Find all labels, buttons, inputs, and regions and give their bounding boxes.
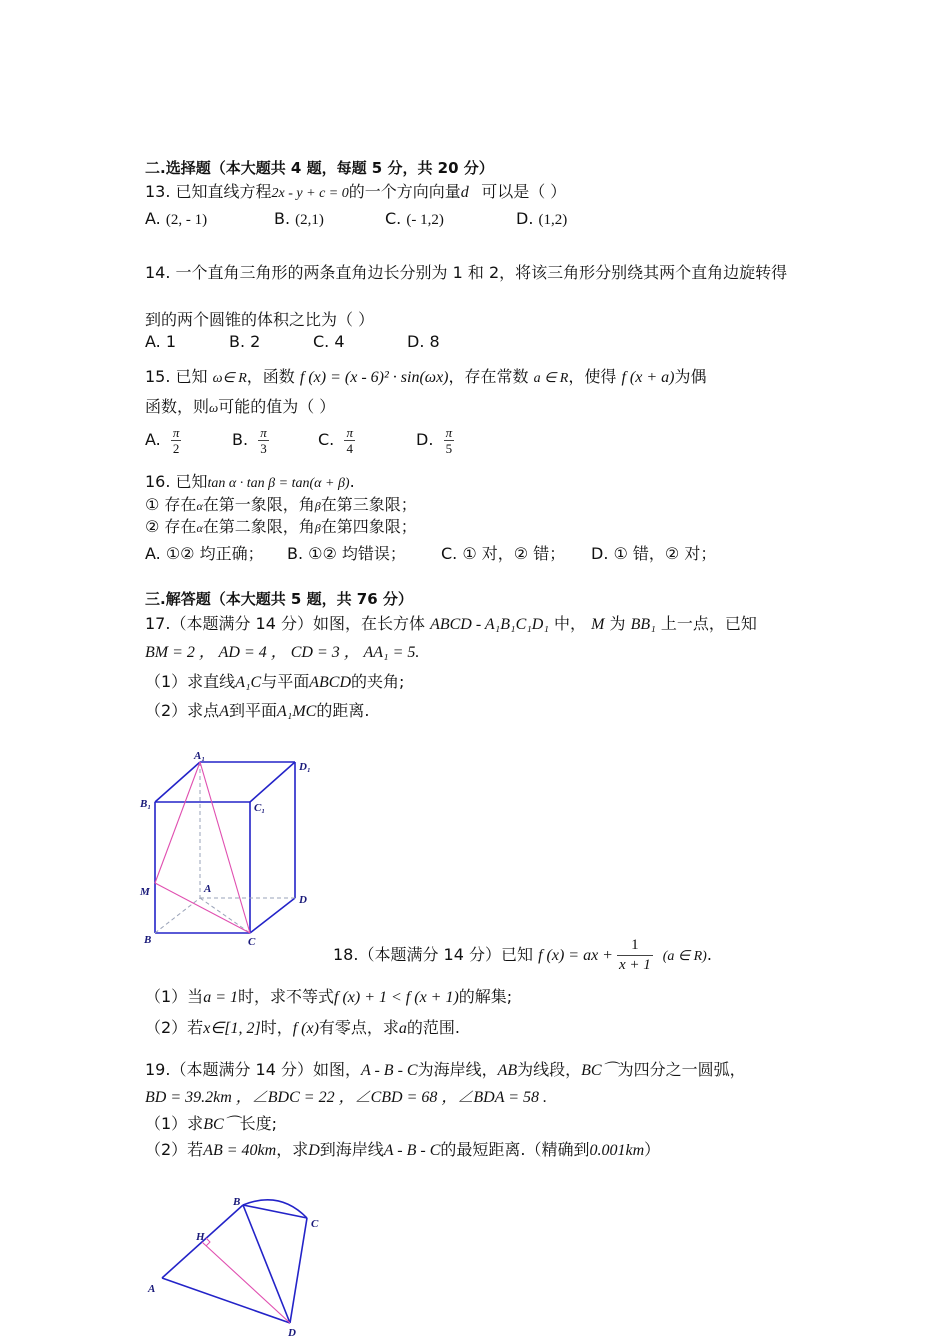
question-15-line1: 15. 已知 ω∈ R，函数 f (x) = (x - 6)² · sin(ωx)，存在常数 a ∈ R，使得 f (x + a)为偶 <box>145 367 707 386</box>
q18-part-2: （2）若x∈[1, 2]时，f (x)有零点，求a的范围. <box>145 1018 461 1037</box>
q14-option-a: A. 1 <box>145 332 177 351</box>
label-d: D <box>299 894 307 906</box>
label-d1: D₁ <box>299 761 311 773</box>
question-19-stem: 19.（本题满分 14 分）如图，A - B - C为海岸线，AB为线段，BC⌒为四分之一圆弧， <box>145 1060 746 1079</box>
label-b1: B₁ <box>140 798 152 810</box>
q16-statement-2: ② 存在α在第二象限，角β在第四象限； <box>145 517 417 536</box>
q13-option-c: C. (- 1,2) <box>385 209 444 228</box>
q13-option-a: A. (2, - 1) <box>145 209 208 228</box>
q19-part-1: （1）求BC⌒长度; <box>145 1114 278 1133</box>
question-13-stem: 13. 已知直线方程2x - y + c = 0的一个方向向量d⃗可以是（ ） <box>145 182 567 201</box>
q14-option-d: D. 8 <box>407 332 440 351</box>
q15-option-b: B. $\frac{\pi}{3}$ <box>232 425 267 456</box>
question-17-stem: 17.（本题满分 14 分）如图，在长方体 ABCD - A₁B₁C₁D₁ 中， M 为 BB₁ 上一点，已知 <box>145 614 757 633</box>
label-m: M <box>140 886 150 898</box>
question-14-line1: 14. 一个直角三角形的两条直角边长分别为 1 和 2，将该三角形分别绕其两个直角边旋转得 <box>145 263 788 282</box>
q16-option-d: D. ① 错，② 对； <box>591 544 717 563</box>
q19-part-2: （2）若AB = 40km，求D到海岸线A - B - C的最短距离.（精确到0.001km） <box>145 1140 661 1159</box>
q14-option-b: B. 2 <box>229 332 261 351</box>
q15-option-a: A. $\frac{\pi}{2}$ <box>145 425 180 456</box>
question-17-conditions: BM = 2 ， AD = 4 ， CD = 3 ， AA₁ = 5. <box>145 644 420 661</box>
q17-cuboid-figure <box>130 745 330 955</box>
question-15-line2: 函数，则ω可能的值为（ ） <box>145 397 336 416</box>
question-16-stem: 16. 已知tan α · tan β = tan(α + β). <box>145 472 355 491</box>
label-c: C <box>311 1218 319 1230</box>
question-14-line2: 到的两个圆锥的体积之比为（ ） <box>145 310 375 329</box>
q19-coastline-figure <box>140 1190 340 1340</box>
section-2-heading: 二.选择题（本大题共 4 题，每题 5 分，共 20 分） <box>145 159 494 177</box>
q13-option-d: D. (1,2) <box>516 209 568 228</box>
q16-option-c: C. ① 对，② 错； <box>441 544 566 563</box>
q18-part-1: （1）当a = 1时，求不等式f (x) + 1 < f (x + 1)的解集; <box>145 987 513 1006</box>
q17-part-1: （1）求直线A₁C与平面ABCD的夹角; <box>145 672 405 691</box>
label-a: A <box>204 883 212 895</box>
q15-option-c: C. $\frac{\pi}{4}$ <box>318 425 353 456</box>
label-a1: A₁ <box>194 750 206 762</box>
q16-statement-1: ① 存在α在第一象限，角β在第三象限； <box>145 495 417 514</box>
q17-part-2: （2）求点A到平面A₁MC的距离. <box>145 701 370 720</box>
label-d: D <box>288 1327 296 1339</box>
label-c: C <box>248 936 256 948</box>
q14-option-c: C. 4 <box>313 332 345 351</box>
q15-option-d: D. $\frac{\pi}{5}$ <box>416 425 453 456</box>
label-b: B <box>144 934 152 946</box>
q13-option-b: B. (2,1) <box>274 209 324 228</box>
label-a: A <box>148 1283 156 1295</box>
label-h: H <box>196 1231 205 1243</box>
q16-option-b: B. ①② 均错误； <box>287 544 406 563</box>
label-c1: C₁ <box>254 802 266 814</box>
section-3-heading: 三.解答题（本大题共 5 题，共 76 分） <box>145 590 413 608</box>
q16-option-a: A. ①② 均正确； <box>145 544 264 563</box>
label-b: B <box>233 1196 241 1208</box>
question-18-stem: 18.（本题满分 14 分）已知 f (x) = ax + $\frac{1}{x + 1}$ (a ∈ R). <box>333 937 712 973</box>
question-19-conditions: BD = 39.2km ，∠BDC = 22 ，∠CBD = 68 ，∠BDA = 58 . <box>145 1089 547 1106</box>
